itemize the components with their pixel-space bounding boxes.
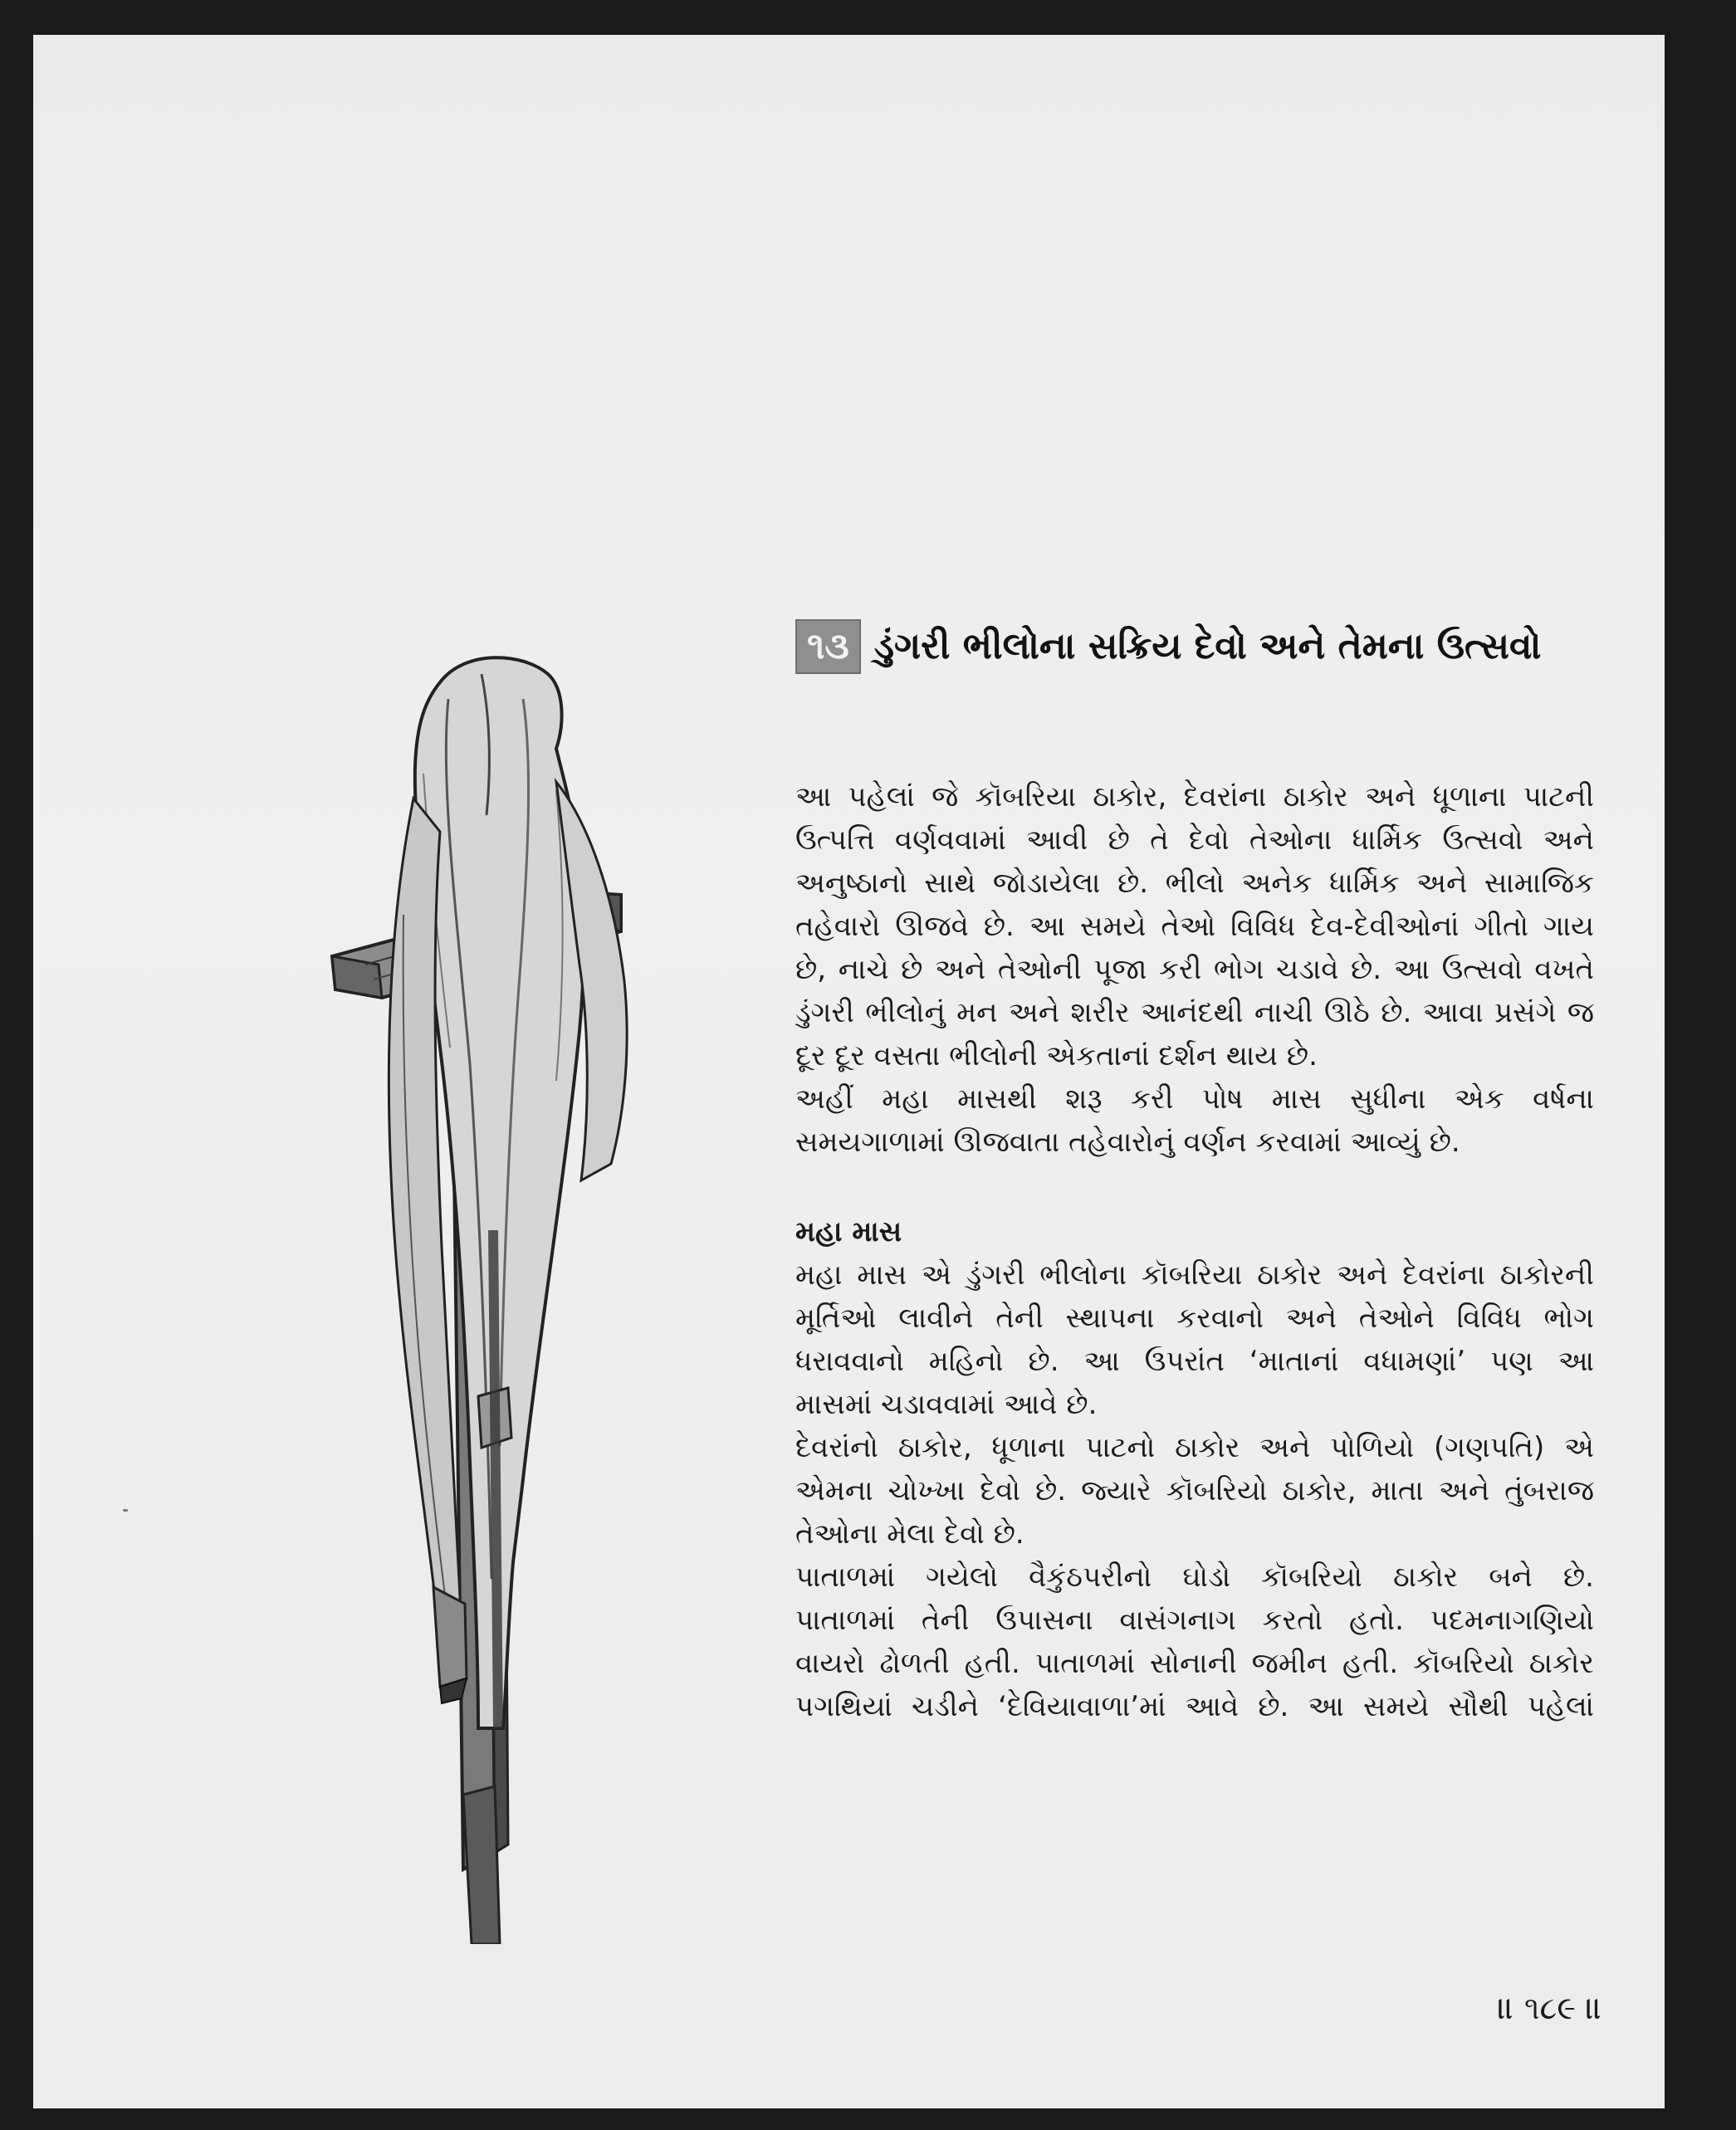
text-line: વાયરો ઢોળતી હતી. પાતાળમાં સોનાની જમીન હતી. કૉબરિયો ઠાકોર [795,1647,1594,1680]
section-heading: મહા માસ [795,1215,902,1248]
text-line: આ પહેલાં જે કૉબરિયા ઠાકોર, દેવરાંના ઠાકોર અને ધૂળાના પાટની [795,780,1594,813]
text-line: છે, નાચે છે અને તેઓની પૂજા કરી ભોગ ચડાવે છે. આ ઉત્સવો વખતે [795,953,1594,986]
text-line: પગથિયાં ચડીને ‘દેવિયાવાળા’માં આવે છે. આ સમયે સૌથી પહેલાં [795,1690,1594,1723]
chapter-heading [795,618,1626,676]
text-line: પાતાળમાં તેની ઉપાસના વાસંગનાગ કરતો હતો. પદમનાગણિયો [795,1604,1594,1637]
text-line: ધરાવવાનો મહિનો છે. આ ઉપરાંત ‘માતાનાં વધામણાં’ પણ આ [795,1345,1594,1378]
paragraph [795,1426,1594,1556]
page-number: ॥ ૧૮૯ ॥ [1497,1990,1602,2026]
paragraph [795,775,1594,1077]
cross-illustration [315,649,697,1944]
chapter-title: ડુંગરી ભીલોના સક્રિય દેવો અને તેમના ઉત્સવો [873,625,1542,667]
paragraph [795,1253,1594,1426]
text-line: અનુષ્ઠાનો સાથે જોડાયેલા છે. ભીલો અનેક ધાર્મિક અને સામાજિક [795,867,1594,900]
text-line: દૂર દૂર વસતા ભીલોની એકતાનાં દર્શન થાય છે. [795,1039,1318,1072]
text-line: માસમાં ચડાવવામાં આવે છે. [795,1388,1098,1421]
text-line: ઉત્પત્તિ વર્ણવવામાં આવી છે તે દેવો તેઓના ધાર્મિક ઉત્સવો અને [795,823,1594,857]
text-line: દેવરાંનો ઠાકોર, ધૂળાના પાટનો ઠાકોર અને પોળિયો (ગણપતિ) એ [795,1431,1594,1464]
text-line: અહીં મહા માસથી શરૂ કરી પોષ માસ સુધીના એક વર્ષના [795,1082,1594,1116]
text-line: સમયગાળામાં ઊજવાતા તહેવારોનું વર્ણન કરવામાં આવ્યું છે. [795,1126,1460,1159]
text-line: પાતાળમાં ગયેલો વૈકુંઠપરીનો ઘોડો કૉબરિયો ઠાકોર બને છે. [795,1561,1594,1594]
scan-speck [123,1509,128,1512]
text-line: મહા માસ એ ડુંગરી ભીલોના કૉબરિયા ઠાકોર અને દેવરાંના ઠાકોરની [795,1258,1594,1292]
paragraph [795,1556,1594,1728]
body-text [795,775,1594,1728]
text-line: તેઓના મેલા દેવો છે. [795,1517,1024,1551]
paragraph [795,1077,1594,1164]
page [33,35,1665,2108]
text-line: ડુંગરી ભીલોનું મન અને શરીર આનંદથી નાચી ઊઠે છે. આવા પ્રસંગે જ [795,996,1594,1029]
text-line: તહેવારો ઊજવે છે. આ સમયે તેઓ વિવિધ દેવ-દેવીઓનાં ગીતો ગાય [795,910,1594,943]
cross-with-cloth-icon [315,649,697,1944]
text-line: એમના ચોખ્ખા દેવો છે. જ્યારે કૉબરિયો ઠાકોર, માતા અને તુંબરાજ [795,1474,1594,1507]
chapter-number: ૧૩ [795,619,861,674]
text-line: મૂર્તિઓ લાવીને તેની સ્થાપના કરવાનો અને તેઓને વિવિધ ભોગ [795,1302,1594,1335]
